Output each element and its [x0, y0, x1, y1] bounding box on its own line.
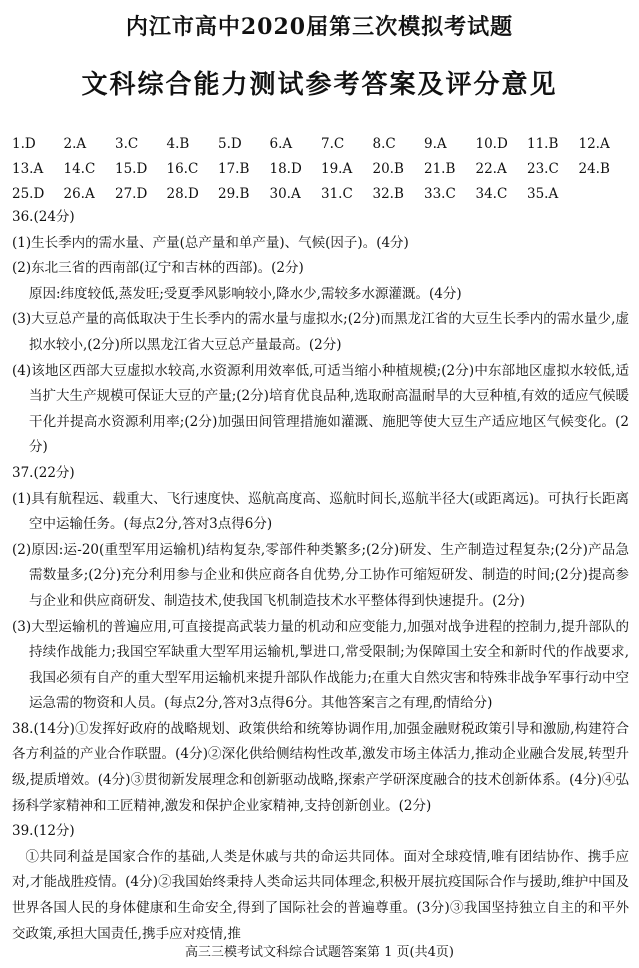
- mc-answer: 35.A: [527, 185, 559, 202]
- mc-answer: 4.B: [166, 135, 190, 152]
- mc-answer: 23.C: [527, 160, 559, 177]
- mc-answer: 8.C: [372, 135, 396, 152]
- mc-row: [12, 156, 632, 181]
- mc-answer: 34.C: [475, 185, 508, 202]
- document-title: 文科综合能力测试参考答案及评分意见: [81, 70, 558, 100]
- mc-answer: 3.C: [115, 135, 139, 152]
- mc-answer: 2.A: [63, 135, 87, 152]
- mc-answer: 22.A: [475, 160, 507, 177]
- mc-answer: 13.A: [12, 160, 44, 177]
- q37-part-1: (1)具有航程远、载重大、飞行速度快、巡航高度高、巡航时间长,巡航半径大(或距离远)。可执行长距离空中运输任务。(每点2分,答对3点得6分): [12, 490, 629, 533]
- mc-answer: 7.C: [321, 135, 345, 152]
- mc-answer: 33.C: [424, 185, 456, 202]
- mc-answer: 11.B: [527, 135, 559, 152]
- mc-answer: 27.D: [115, 185, 148, 202]
- page-footer: 高三三模考试文科综合试题答案第 1 页(共4页): [185, 945, 454, 960]
- q37-part-3: (3)大型运输机的普遍应用,可直接提高武装力量的机动和应变能力,加强对战争进程的控制力,提升部队的持续作战能力;我国空军缺重大型军用运输机,掣进口,常受限制;为保障国土安全和新时代的作战要求,我国必须有自产的重大型军用运输机来提升部队作战能力;在重大自然灾害和特殊非战争军事行动中空运急需的物资和人员。(每点2分,答对3点得6分。其他答案言之有理,酌情给分): [12, 618, 629, 712]
- mc-answer: 32.B: [372, 185, 404, 202]
- question-39-heading: 39.(12分): [12, 823, 75, 840]
- mc-answer: 24.B: [578, 160, 610, 177]
- mc-answer: 28.D: [166, 185, 199, 202]
- mc-answer: 31.C: [321, 185, 353, 202]
- question-39-answer: ①共同利益是国家合作的基础,人类是休戚与共的命运共同体。面对全球疫情,唯有团结协作、携手应对,才能战胜疫情。(4分)②我国始终秉持人类命运共同体理念,积极开展抗疫国际合作与援助,维护中国及世界各国人民的身体健康和生命安全,得到了国际社会的普遍尊重。(3分)③我国坚持独立自主的和平外交政策,承担大国责任,携手应对疫情,推: [12, 848, 629, 942]
- mc-answer: 9.A: [424, 135, 447, 152]
- exam-title: 内江市高中2020届第三次模拟考试题: [125, 14, 514, 40]
- mc-answer: 17.B: [218, 160, 250, 177]
- q36-part-1: (1)生长季内的需水量、产量(总产量和单产量)、气候(因子)。(4分): [12, 234, 409, 251]
- mc-answer: 15.D: [115, 160, 148, 177]
- mc-answer: 6.A: [269, 135, 293, 152]
- mc-answer: 12.A: [578, 135, 610, 152]
- mc-answer: 29.B: [218, 185, 250, 202]
- question-37-heading: 37.(22分): [12, 464, 75, 481]
- mc-answer: 1.D: [12, 135, 36, 152]
- question-38-answer: 38.(14分)①发挥好政府的战略规划、政策供给和统筹协调作用,加强金融财税政策引导和激励,构建符合各方利益的产业合作联盟。(4分)②深化供给侧结构性改革,激发市场主体活力,推动企业融合发展,转型升级,提质增效。(4分)③贯彻新发展理念和创新驱动战略,探索产学研深度融合的技术创新体系。(4分)④弘扬科学家精神和工匠精神,激发和保护企业家精神,支持创新创业。(2分): [12, 720, 629, 814]
- mc-answer: 10.D: [475, 135, 508, 152]
- multiple-choice-answers: [12, 131, 632, 206]
- q36-part-2-reason: 原因:纬度较低,蒸发旺;受夏季风影响较小,降水少,需较多水源灌溉。(4分): [29, 285, 462, 302]
- mc-answer: 5.D: [218, 135, 242, 152]
- question-36-heading: 36.(24分): [12, 209, 75, 225]
- mc-row: [12, 181, 632, 206]
- mc-answer: 30.A: [269, 185, 301, 202]
- mc-answer: 18.D: [269, 160, 302, 177]
- mc-answer: 20.B: [372, 160, 404, 177]
- mc-answer: 26.A: [63, 185, 95, 202]
- mc-answer: 25.D: [12, 185, 45, 202]
- mc-row: [12, 131, 632, 156]
- q37-part-2: (2)原因:运-20(重型军用运输机)结构复杂,零部件种类繁多;(2分)研发、生产制造过程复杂;(2分)产品急需数量多;(2分)充分利用参与企业和供应商各自优势,分工协作可缩短研发、制造的时间;(2分)提高参与企业和供应商研发、制造技术,使我国飞机制造技术水平整体得到快速提升。(2分): [12, 541, 629, 609]
- answer-body: [12, 205, 629, 947]
- q36-part-3: (3)大豆总产量的高低取决于生长季内的需水量与虚拟水;(2分)而黑龙江省的大豆生长季内的需水量少,虚拟水较小,(2分)所以黑龙江省大豆总产量最高。(2分): [12, 311, 629, 353]
- q36-part-2: (2)东北三省的西南部(辽宁和吉林的西部)。(2分): [12, 260, 304, 277]
- mc-answer: 16.C: [166, 160, 199, 177]
- mc-answer: 19.A: [321, 160, 353, 177]
- q36-part-4: (4)该地区西部大豆虚拟水较高,水资源利用效率低,可适当缩小种植规模;(2分)中东部地区虚拟水较低,适当扩大生产规模可保证大豆的产量;(2分)培育优良品种,选取耐高温耐旱的大豆种植,有效的适应气候暖干化并提高水资源利用率;(2分)加强田间管理措施如灌溉、施肥等使大豆生产适应地区气候变化。(2分): [12, 362, 629, 456]
- mc-answer: 21.B: [424, 160, 456, 177]
- mc-answer: 14.C: [63, 160, 96, 177]
